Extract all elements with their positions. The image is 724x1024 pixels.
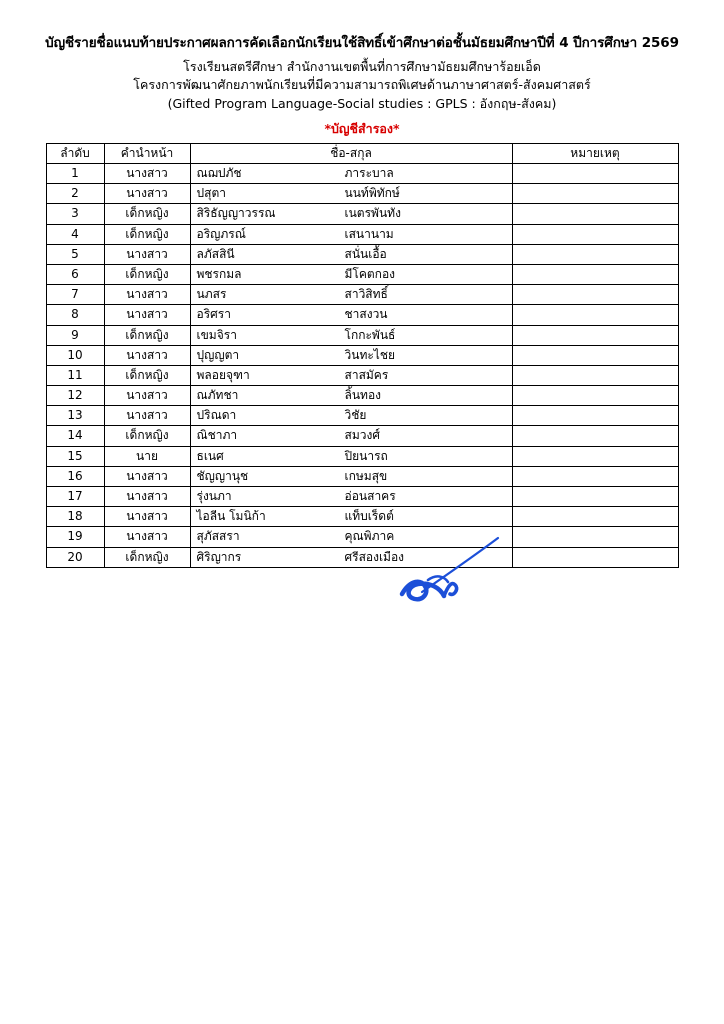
cell-no: 15 (46, 446, 104, 466)
cell-note (512, 224, 678, 244)
cell-note (512, 386, 678, 406)
cell-prefix: นางสาว (104, 386, 190, 406)
table-row (46, 466, 678, 486)
cell-prefix: นางสาว (104, 184, 190, 204)
cell-lastname: สมวงศ์ (344, 428, 380, 443)
cell-prefix: นางสาว (104, 406, 190, 426)
cell-no: 9 (46, 325, 104, 345)
cell-name (190, 446, 512, 466)
cell-prefix: เด็กหญิง (104, 264, 190, 284)
cell-name (190, 487, 512, 507)
cell-no: 10 (46, 345, 104, 365)
table-row (46, 204, 678, 224)
cell-note (512, 244, 678, 264)
cell-no: 16 (46, 466, 104, 486)
cell-prefix: นางสาว (104, 345, 190, 365)
table-row (46, 345, 678, 365)
cell-lastname: อ่อนสาคร (344, 489, 396, 503)
cell-firstname: ปริณดา (196, 408, 237, 423)
cell-note (512, 264, 678, 284)
cell-lastname: ปิยนารถ (344, 448, 388, 463)
table-row (46, 264, 678, 284)
document-title: บัญชีรายชื่อแนบท้ายประกาศผลการคัดเลือกนักเรียนใช้สิทธิ์เข้าศึกษาต่อชั้นมัธยมศึกษาปีที่ 4 ปีการศึกษา 2569 (45, 35, 679, 51)
cell-note (512, 164, 678, 184)
cell-no: 13 (46, 406, 104, 426)
cell-note (512, 487, 678, 507)
cell-firstname: ณภัทชา (196, 388, 239, 403)
cell-prefix: นางสาว (104, 507, 190, 527)
table-row (46, 547, 678, 567)
cell-no: 14 (46, 426, 104, 446)
cell-name (190, 285, 512, 305)
column-header-no: ลำดับ (46, 143, 104, 163)
cell-name (190, 345, 512, 365)
cell-lastname: คุณพิภาค (344, 529, 395, 544)
program-code: (Gifted Program Language-Social studies : GPLS : อังกฤษ-สังคม) (167, 96, 557, 112)
cell-note (512, 285, 678, 305)
cell-firstname: เขมจิรา (196, 327, 237, 342)
table-row (46, 184, 678, 204)
cell-name (190, 325, 512, 345)
cell-lastname: ศรีสองเมือง (344, 549, 405, 564)
cell-lastname: โกกะพันธ์ (344, 327, 396, 342)
cell-no: 18 (46, 507, 104, 527)
cell-lastname: เนตรพันทัง (344, 206, 401, 221)
cell-firstname: ธเนศ (196, 448, 224, 463)
cell-firstname: ปุญญตา (196, 347, 240, 362)
cell-no: 3 (46, 204, 104, 224)
cell-firstname: ลภัสสินี (196, 246, 235, 261)
cell-firstname: ไอลีน โมนิก้า (196, 509, 266, 524)
cell-name (190, 184, 512, 204)
cell-firstname: รุ่งนภา (196, 489, 232, 503)
cell-note (512, 507, 678, 527)
cell-name (190, 406, 512, 426)
cell-name (190, 244, 512, 264)
cell-note (512, 184, 678, 204)
table-row (46, 224, 678, 244)
cell-no: 2 (46, 184, 104, 204)
cell-lastname: นนท์พิทักษ์ (344, 186, 400, 201)
table-row (46, 365, 678, 385)
cell-name (190, 466, 512, 486)
cell-prefix: นางสาว (104, 164, 190, 184)
table-header-row (46, 143, 678, 163)
cell-note (512, 365, 678, 385)
table-row (46, 527, 678, 547)
table-row (46, 285, 678, 305)
cell-prefix: นางสาว (104, 244, 190, 264)
cell-name (190, 305, 512, 325)
cell-prefix: นางสาว (104, 487, 190, 507)
cell-lastname: วินทะไชย (344, 347, 396, 362)
cell-no: 12 (46, 386, 104, 406)
table-row (46, 487, 678, 507)
cell-name (190, 224, 512, 244)
cell-name (190, 365, 512, 385)
column-header-name: ชื่อ-สกุล (190, 143, 512, 163)
cell-note (512, 305, 678, 325)
cell-prefix: นางสาว (104, 305, 190, 325)
cell-note (512, 345, 678, 365)
cell-no: 19 (46, 527, 104, 547)
cell-note (512, 426, 678, 446)
cell-name (190, 527, 512, 547)
column-header-prefix: คำนำหน้า (104, 143, 190, 163)
cell-note (512, 406, 678, 426)
cell-prefix: นางสาว (104, 466, 190, 486)
cell-firstname: อริศรา (196, 307, 231, 322)
cell-name (190, 386, 512, 406)
cell-name (190, 204, 512, 224)
cell-firstname: พลอยจุฑา (196, 367, 250, 382)
cell-lastname: ลิ้นทอง (344, 388, 382, 403)
cell-lastname: มีโคตกอง (344, 266, 396, 281)
cell-firstname: สุภัสสรา (196, 529, 240, 544)
table-row (46, 426, 678, 446)
cell-no: 5 (46, 244, 104, 264)
program-description: โครงการพัฒนาศักยภาพนักเรียนที่มีความสามารถพิเศษด้านภาษาศาสตร์-สังคมศาสตร์ (133, 77, 591, 93)
cell-firstname: ศิริญากร (196, 549, 242, 564)
cell-note (512, 466, 678, 486)
cell-prefix: เด็กหญิง (104, 224, 190, 244)
cell-no: 7 (46, 285, 104, 305)
cell-prefix: เด็กหญิง (104, 547, 190, 567)
table-row (46, 325, 678, 345)
table-row (46, 305, 678, 325)
table-row (46, 386, 678, 406)
cell-name (190, 547, 512, 567)
cell-no: 8 (46, 305, 104, 325)
school-name: โรงเรียนสตรีศึกษา สำนักงานเขตพื้นที่การศึกษามัธยมศึกษาร้อยเอ็ด (183, 58, 541, 74)
cell-prefix: เด็กหญิง (104, 325, 190, 345)
cell-note (512, 527, 678, 547)
cell-firstname: ณฌปภัช (196, 166, 242, 180)
reserve-list-label: *บัญชีสำรอง* (324, 120, 400, 136)
cell-prefix: เด็กหญิง (104, 365, 190, 385)
cell-prefix: นางสาว (104, 285, 190, 305)
table-row (46, 164, 678, 184)
cell-prefix: นางสาว (104, 527, 190, 547)
cell-name (190, 426, 512, 446)
table-row (46, 406, 678, 426)
cell-name (190, 264, 512, 284)
cell-firstname: นภสร (196, 287, 227, 302)
cell-note (512, 325, 678, 345)
cell-lastname: ชาสงวน (344, 307, 388, 322)
cell-lastname: สาวิสิทธิ์ (344, 287, 388, 302)
student-roster-table (46, 143, 679, 568)
cell-no: 6 (46, 264, 104, 284)
table-row (46, 507, 678, 527)
table-row (46, 446, 678, 466)
cell-lastname: เกษมสุข (344, 468, 388, 483)
column-header-note: หมายเหตุ (512, 143, 678, 163)
cell-note (512, 204, 678, 224)
cell-firstname: สิริธัญญาวรรณ (196, 206, 276, 221)
cell-no: 11 (46, 365, 104, 385)
cell-no: 1 (46, 164, 104, 184)
cell-lastname: สาสมัคร (344, 367, 389, 382)
cell-prefix: นาย (104, 446, 190, 466)
document-header (44, 34, 680, 139)
cell-firstname: ณิชาภา (196, 428, 238, 443)
cell-prefix: เด็กหญิง (104, 204, 190, 224)
cell-firstname: อริญภรณ์ (196, 226, 246, 241)
cell-lastname: ภาระบาล (344, 166, 394, 180)
cell-no: 17 (46, 487, 104, 507)
cell-note (512, 547, 678, 567)
cell-lastname: เสนานาม (344, 226, 394, 241)
cell-prefix: เด็กหญิง (104, 426, 190, 446)
cell-firstname: ชัญญานุช (196, 468, 249, 483)
cell-firstname: ปสุตา (196, 186, 226, 201)
cell-lastname: วิชัย (344, 408, 367, 423)
cell-lastname: แท็บเร็ดต์ (344, 509, 394, 524)
cell-lastname: สนั่นเอื้อ (344, 246, 387, 261)
cell-name (190, 507, 512, 527)
cell-name (190, 164, 512, 184)
cell-no: 20 (46, 547, 104, 567)
cell-firstname: พชรกมล (196, 266, 242, 281)
cell-note (512, 446, 678, 466)
table-row (46, 244, 678, 264)
cell-no: 4 (46, 224, 104, 244)
